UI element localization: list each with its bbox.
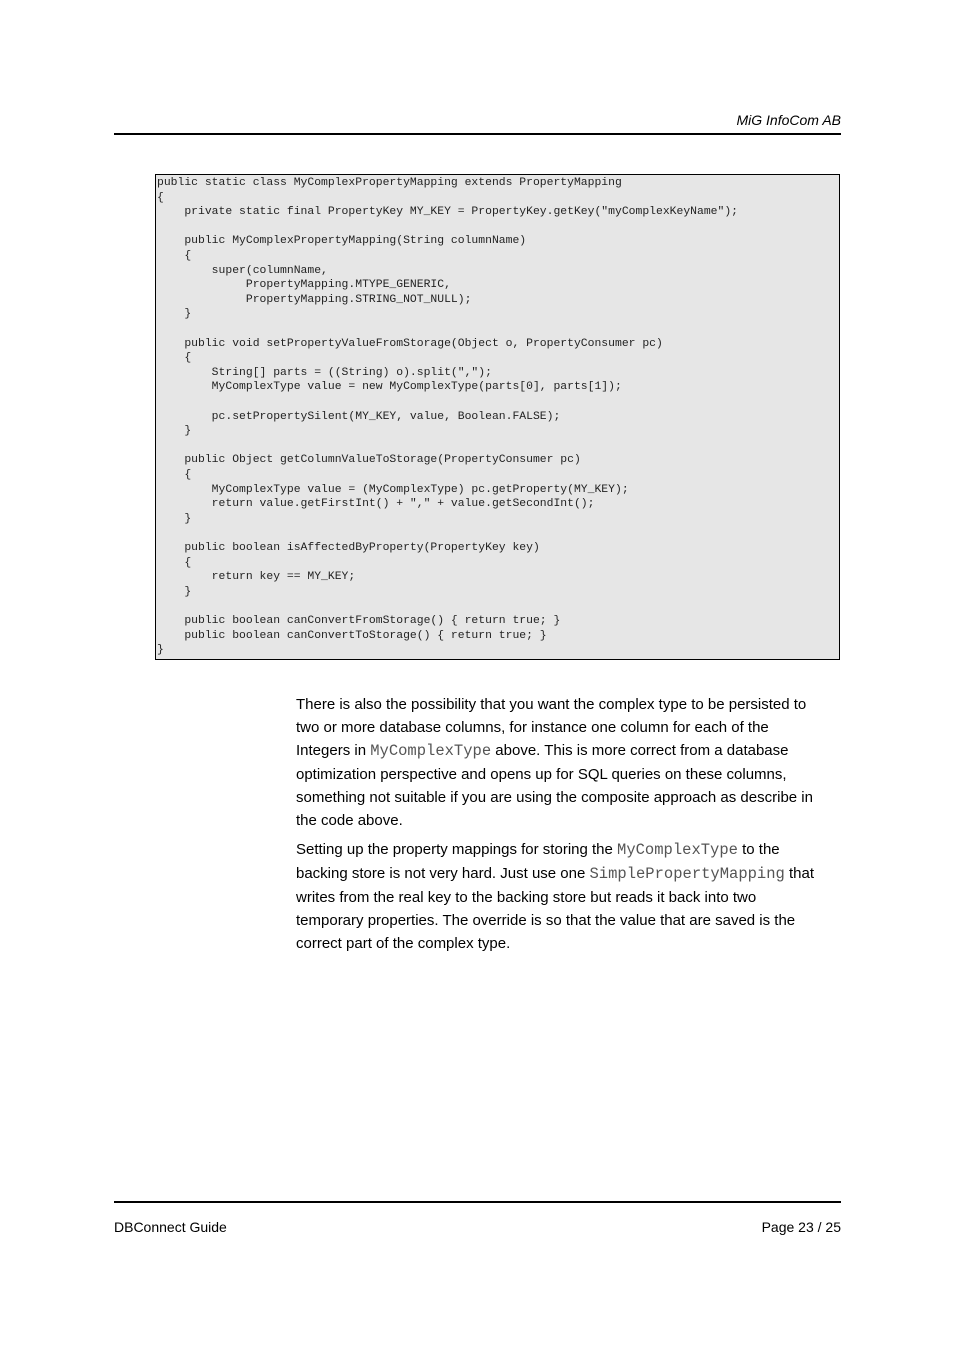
code-line: PropertyMapping.STRING_NOT_NULL); xyxy=(157,293,472,306)
code-line: public boolean canConvertFromStorage() { return true; } xyxy=(157,615,561,627)
code-line: { xyxy=(157,352,192,365)
code-line: { xyxy=(157,250,192,262)
code-line: } xyxy=(157,308,192,321)
paragraph-text: above. This is more correct from a database optimization perspective and opens up for SQL queries on these columns, something not suitable if you are using the composite approach as describe in the code above. xyxy=(296,742,813,829)
code-line: } xyxy=(157,425,192,438)
code-line: } xyxy=(157,512,192,525)
code-line: return key == MY_KEY; xyxy=(157,571,356,584)
code-line: public boolean isAffectedByProperty(PropertyKey key) xyxy=(157,542,540,554)
code-line: public static class MyComplexPropertyMapping extends PropertyMapping xyxy=(157,177,622,189)
code-line: pc.setPropertySilent(MY_KEY, value, Boolean.FALSE); xyxy=(157,410,561,423)
code-line: MyComplexType value = (MyComplexType) pc.getProperty(MY_KEY); xyxy=(157,483,629,496)
code-line: } xyxy=(157,585,192,598)
code-line: super(columnName, xyxy=(157,264,328,277)
code-line: public Object getColumnValueToStorage(PropertyConsumer pc) xyxy=(157,454,581,467)
paragraph-text: Setting up the property mappings for storing the xyxy=(296,841,618,858)
code-line: { xyxy=(157,191,164,204)
code-line: String[] parts = ((String) o).split(","); xyxy=(157,366,492,379)
code-line: public MyComplexPropertyMapping(String columnName) xyxy=(157,235,527,248)
code-line: PropertyMapping.MTYPE_GENERIC, xyxy=(157,279,451,292)
code-line: private static final PropertyKey MY_KEY = PropertyKey.getKey("myComplexKeyName"); xyxy=(157,206,739,219)
code-line: return value.getFirstInt() + "," + value.getSecondInt(); xyxy=(157,498,595,511)
paragraph-text: to the backing store is not very hard. Just use one xyxy=(296,841,780,882)
code-listing xyxy=(155,174,840,660)
paragraph-text: There is also the possibility that you want the complex type to be persisted to two or more database columns, for instance one column for each of the Integers in xyxy=(296,696,807,759)
code-line: { xyxy=(157,469,192,481)
inline-code: MyComplexType xyxy=(370,742,492,760)
paragraph-property-mappings xyxy=(296,838,816,955)
footer-divider xyxy=(114,1201,841,1203)
code-line: public void setPropertyValueFromStorage(Object o, PropertyConsumer pc) xyxy=(157,337,663,350)
code-line: { xyxy=(157,556,192,569)
paragraph-complex-columns xyxy=(296,693,816,832)
header-divider xyxy=(114,133,841,135)
footer-document-title: DBConnect Guide xyxy=(114,1219,227,1235)
inline-code: MyComplexType xyxy=(617,841,738,859)
header-company-name: MiG InfoCom AB xyxy=(736,112,841,128)
paragraph-text: that writes from the real key to the backing store but reads it back into two temporary properties. The override is so that the value that are saved is the correct part of the complex type. xyxy=(296,865,815,952)
code-line: public boolean canConvertToStorage() { return true; } xyxy=(157,629,547,642)
footer-page-number: Page 23 / 25 xyxy=(761,1219,841,1235)
inline-code: SimplePropertyMapping xyxy=(589,865,785,883)
code-line: MyComplexType value = new MyComplexType(parts[0], parts[1]); xyxy=(157,381,622,394)
code-line: } xyxy=(157,644,164,657)
